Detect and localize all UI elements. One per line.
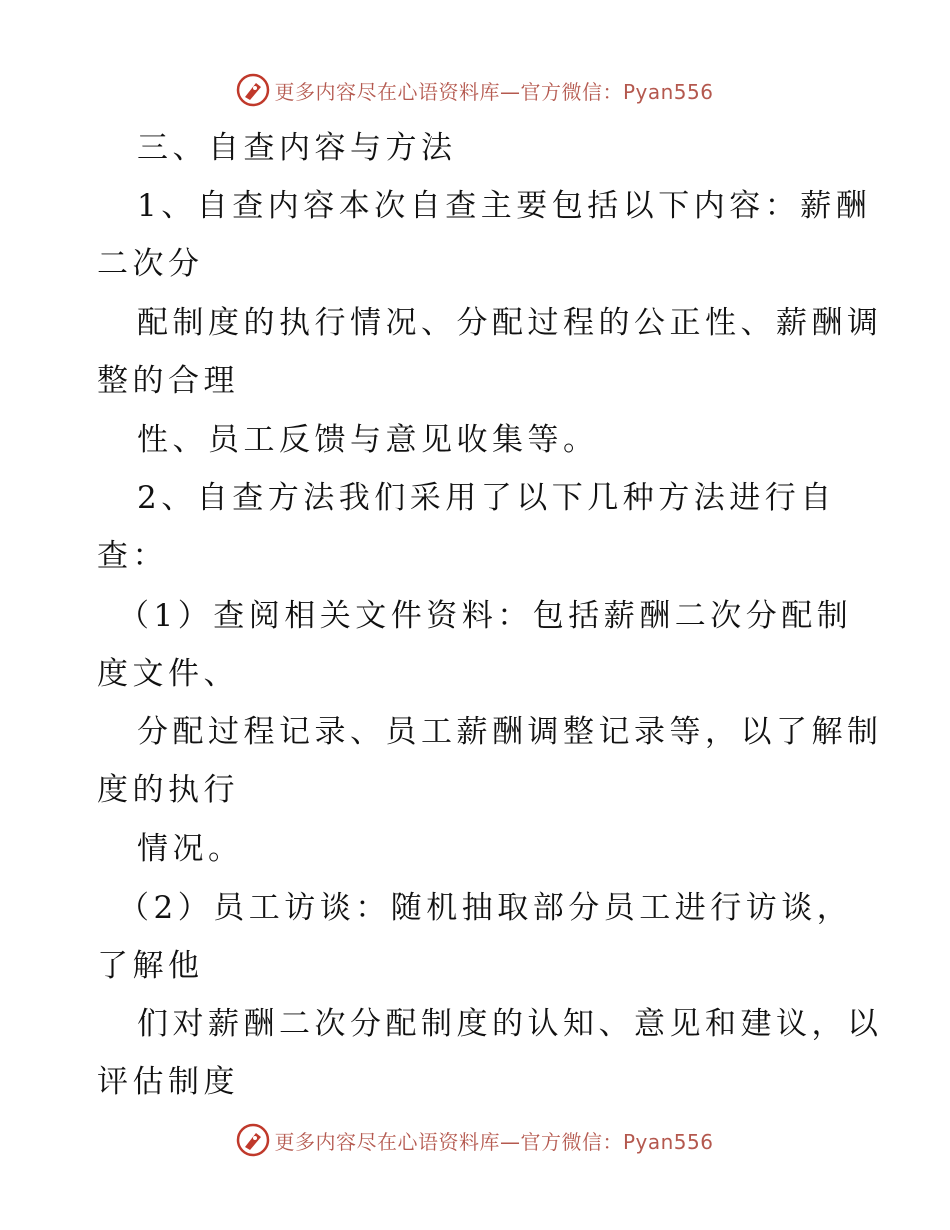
watermark-text: 更多内容尽在心语资料库—官方微信：Pyan556 bbox=[274, 1129, 714, 1154]
footer-watermark bbox=[0, 1120, 950, 1160]
section-heading: 三、自查内容与方法 bbox=[137, 130, 457, 166]
paragraph-line: 二次分 bbox=[97, 246, 204, 282]
paragraph-line: 分配过程记录、员工薪酬调整记录等，以了解制 bbox=[137, 714, 883, 750]
paragraph-line: 了解他 bbox=[97, 948, 204, 984]
paragraph-line: 性、员工反馈与意见收集等。 bbox=[137, 422, 599, 458]
header-watermark bbox=[0, 70, 950, 110]
paragraph-line: （1）查阅相关文件资料：包括薪酬二次分配制 bbox=[118, 598, 853, 634]
paragraph-line: 配制度的执行情况、分配过程的公正性、薪酬调 bbox=[137, 305, 883, 341]
paragraph-line: 度文件、 bbox=[97, 656, 239, 692]
paragraph-line: （2）员工访谈：随机抽取部分员工进行访谈， bbox=[118, 890, 853, 926]
paragraph-line: 们对薪酬二次分配制度的认知、意见和建议，以 bbox=[137, 1006, 883, 1042]
pen-nib-logo-icon bbox=[236, 1123, 270, 1157]
paragraph-line: 1、自查内容本次自查主要包括以下内容：薪酬 bbox=[137, 188, 872, 224]
pen-nib-logo-icon bbox=[236, 73, 270, 107]
watermark-text: 更多内容尽在心语资料库—官方微信：Pyan556 bbox=[274, 79, 714, 104]
paragraph-line: 评估制度 bbox=[97, 1064, 239, 1100]
paragraph-line: 2、自查方法我们采用了以下几种方法进行自 bbox=[137, 480, 836, 516]
paragraph-line: 度的执行 bbox=[97, 772, 239, 808]
paragraph-line: 整的合理 bbox=[97, 363, 239, 399]
paragraph-line: 查： bbox=[97, 538, 168, 574]
paragraph-line: 情况。 bbox=[137, 831, 244, 867]
